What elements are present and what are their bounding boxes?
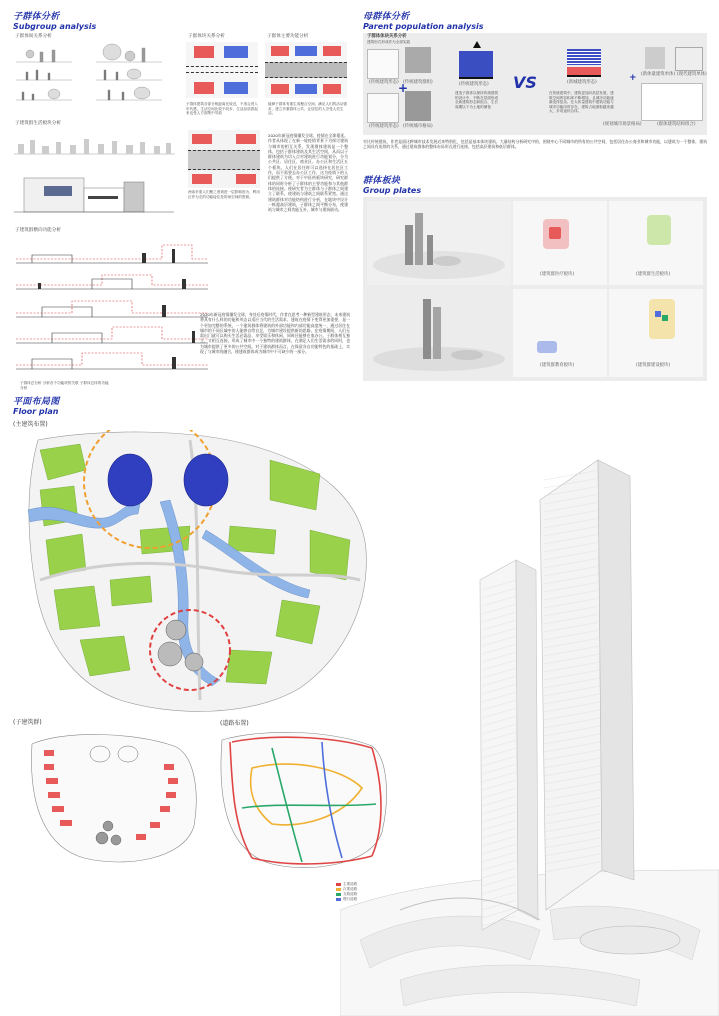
block-diagram	[186, 42, 258, 98]
caption-medical: (建筑群医疗板块)	[540, 272, 575, 277]
group-title: 群体板块	[363, 176, 401, 186]
subgroup-paragraph-1: 2020年新冠疫情爆发全球，疫情在全球蔓延。作者从体现了在新一轮疫情背景下为探讨建筑与城市的相互关系，发现群体建筑是一个整体，包括子群体建筑及其生活空间，从而以子群体建筑为切入点对建筑进行功能划分，分为公共区、居住区、商业区、办公区和生活区五个板块。人们在居住时可以选择在居住区工作，而不需要去办公区工作，这为疫情下的人们提供了方便。对于中医药板块研究，研究群体的同时分析了子群体的主要功能和与其他群体的连接。使研究者为主群体与子群体之间建立了联系，使建筑与建筑之间联系紧密。通过建筑群体对功能结构进行分析，在地块中设计一栋超高层建筑，子群体之间平衡分布，使建筑与城市之间功能互补，城市与建筑联动。	[268, 133, 348, 213]
block-label: 子群体块关系分析	[188, 34, 225, 39]
photo-9	[645, 47, 665, 69]
parent-title: 母群体分析	[363, 12, 410, 22]
photo-1	[367, 49, 399, 79]
photo-3	[367, 93, 399, 123]
parent-left-note: 建造子群体以保持传统建筑的设计中，不断在层面形成全新建筑形态和组合，生长周期以下为土地的储备	[455, 91, 499, 109]
pipe-diagram	[265, 42, 347, 98]
subgroup-subtitle: Subgroup analysis	[13, 22, 97, 31]
long-diagram	[188, 130, 260, 188]
parent-sub-caption: 建筑形式形成作为全部实践	[367, 40, 411, 44]
sub-plan	[24, 730, 204, 870]
parent-right-note: 在传统建筑中，建筑更加向高层发展，建筑空间的容积率不断增加，且城市功能逐渐变得复杂，在大体量建筑中建筑功能与城市功能同时存在，建筑占地面积越来越大，多用途综合体。	[549, 91, 614, 114]
parent-panel: 子群体体块关系分析 建筑形式形成作为全部实践 (传统建筑形态) (传统建筑群组) (传统建筑形态) (传统城市格局) + (传统建筑形态) 建造子群体以保持传统建筑的设计中，不断在层面形成全新建筑形态和组合，生长周期以下为土地的储备 VS (新城建筑形态) 在传统建筑中，建筑更加向高层发展，建筑空间的容积率不断增加，且城市功能逐渐变得复杂，在大体量建筑中建筑功能与城市功能同时存在，建筑占地面积越来越大，多用途综合体。 (新体量建筑单体) (现代建筑单体) (群体建筑结构组合) (规划城市场景格局) +	[363, 33, 707, 135]
relation-sketches	[12, 40, 172, 120]
block-note: 子群体建筑各部分相距离比较近，不适合进入年代感，生活空间比较不同步，生活品质看起来也受人方面集中导致	[186, 102, 258, 116]
stack-lines	[567, 49, 601, 65]
up-arrow-icon	[473, 41, 481, 48]
caption-education: (建筑群教育板块)	[540, 363, 575, 368]
pipe-note: 能够子群体有重生成聚合空间，满足人们的活动需求，建立多重群体公共，让居住的人享受人类生活。	[268, 102, 348, 116]
tower-render-2	[367, 289, 511, 377]
subgroup-paragraph-2: 2020年新冠疫情爆发全球，身处后疫情时代，作者在思考一种新型建筑形态，未来建筑将具有什么样的功能和形态以适应当代的生活需求，建筑在疫情下变得更加重要，是一个更加完整的系统，一个建筑群体将建筑的外部功能和内部功能高度统一，通过居住在城市的不同区域中的人能够自给自足，为城市建设提供新的思路。在疫情期间，人们无需出门就可以购买生活必需品，享受娱乐和休闲，同时还能够在家办公。子群体相互独立，又相互连接，形成了城市中一个独特的建筑群体，在满足人们生活需求的同时，也为城市提供了更多的公共空间。对于建筑群体而言，在保留各自功能特色的基础上，实现了与城市的融合，使建筑群体成为城市中不可缺少的一部分。	[200, 312, 350, 355]
floor-title: 平面布局图	[13, 397, 60, 407]
floor-subtitle: Floor plan	[13, 407, 59, 416]
caption-life: (建筑群生活板块)	[636, 272, 671, 277]
stack-blue	[459, 51, 493, 77]
photo-2	[405, 47, 431, 73]
spatial-label: 子建筑群生活板块分析	[15, 121, 61, 126]
relation-label: 子群体间关系分析	[15, 34, 52, 39]
section-model	[14, 168, 174, 218]
sub-plan-label: (子建筑群)	[13, 719, 42, 726]
tower-render	[340, 440, 719, 1016]
main-plan	[20, 430, 380, 720]
spatial-strip	[12, 130, 177, 160]
plus-icon-2: +	[629, 73, 637, 83]
road-legend: 主要道路 次要道路 支路道路 慢行道路	[336, 882, 357, 902]
main-plan-label: (主建筑布置)	[13, 421, 48, 428]
row-note: 子群体总分析 分析各个功能块的关联 子群体总体的功能分析	[20, 381, 109, 390]
vertical-label: 子建筑群横向功能分析	[15, 228, 61, 233]
plus-icon: +	[398, 81, 409, 95]
tower-render-1	[367, 201, 511, 285]
group-subtitle: Group plates	[363, 186, 422, 195]
parent-sub-label: 子群体体块关系分析	[367, 34, 407, 39]
structure-diagram	[641, 83, 703, 121]
long-note: 两条多需人们聚之度到进一层影响因为，利用区作为走的功能接住处的场空间的资源。	[188, 190, 260, 199]
subgroup-title: 子群体分析	[13, 12, 60, 22]
caption-construction: (建筑群建设板块)	[636, 363, 671, 368]
parent-paragraph: 对比传统建筑，作者是面这种城市技术发展近来特别化，包括是基本体块建筑，大量结构分析研究中的，围绕中心不同城市的所有的公共空间，包括居住办公商业和城市功能，以建筑为一个整体，建筑之间具有连续的关系，通过建筑群体的整体布局形式进行连接，包括高层建筑和低层群体。	[363, 139, 707, 150]
vs-label: VS	[513, 73, 537, 92]
group-panel	[363, 197, 707, 381]
parent-subtitle: Parent population analysis	[363, 22, 484, 31]
road-plan-label: (道路布置)	[220, 720, 249, 727]
photo-4	[405, 91, 431, 121]
function-sections	[12, 235, 212, 385]
photo-6	[675, 47, 703, 71]
pipe-label: 子群体主要功能分析	[267, 34, 309, 39]
